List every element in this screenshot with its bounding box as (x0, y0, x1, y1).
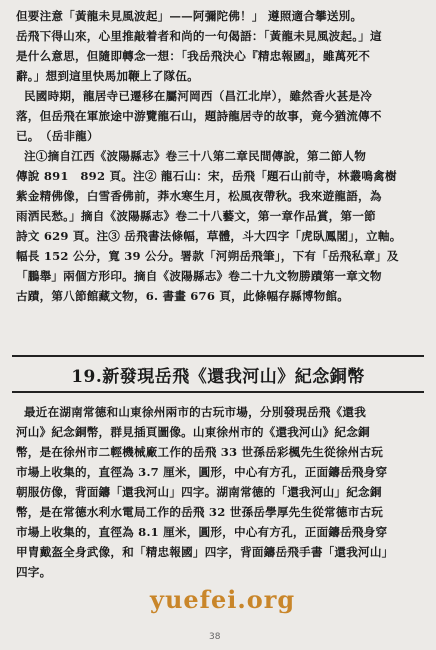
text-line: 河山》紀念銅幣，群見插頁圖像。山東徐州市的《還我河山》紀念銅 (16, 425, 370, 439)
text-line: 最近在湖南常德和山東徐州兩市的古玩市場，分別發現岳飛《還我 (24, 405, 367, 419)
text-line: 古蹟，第八節館藏文物，6. 書畫 676 頁，此條幅存縣博物館。 (16, 289, 350, 303)
watermark-text: yuefei.org (150, 585, 296, 614)
upper-text-block (16, 6, 420, 306)
text-line: 市場上收集的，直徑為 3.7 厘米，圓形，中心有方孔，正面鑄岳飛身穿 (16, 465, 388, 479)
text-line: 朝服仿像，背面鑄「還我河山」四字。湖南常德的「還我河山」紀念銅 (16, 485, 382, 499)
text-line: 市場上收集的，直徑為 8.1 厘米，圓形，中心有方孔，正面鑄岳飛身穿 (16, 525, 388, 539)
text-line: 落，但岳飛在軍旅途中游覽龍石山，題詩龍居寺的故事，竟今猶流傳不 (16, 109, 382, 123)
text-line: 詩文 629 頁。注③ 岳飛書法條幅，草體，斗大四字「虎臥鳳閣」，立軸。 (16, 229, 402, 243)
section-heading-text: 19.新發現岳飛《還我河山》紀念銅幣 (71, 366, 365, 387)
text-line: 四字。 (16, 565, 52, 579)
text-line: 辭。」想到這里快馬加鞭上了隊伍。 (16, 69, 199, 83)
text-line: 紫金精佛像，白雪香佛前，莽水寒生月，松風夜帶秋。我來遊龍語，為 (16, 189, 382, 203)
text-line: 民國時期，龍居寺已遷移在屬河岡西（昌江北岸），雖然香火甚是冷 (24, 89, 373, 103)
text-line: 傳說 891 892 頁。注② 龍石山：宋，岳飛「題石山前寺，林叢鳴禽樹 (16, 169, 397, 183)
section-heading (12, 355, 424, 393)
lower-text-block (16, 402, 420, 582)
text-line: 是什么意思，但隨即轉念一想：「我岳飛決心『精忠報國』，雖萬死不 (16, 49, 371, 63)
text-line: 岳飛下得山來，心里推敲着者和尚的一句偈語：「黃龍未見風波起。」這 (16, 29, 382, 43)
text-line: 幅長 152 公分，寬 39 公分。署款「河朔岳飛筆」，下有「岳飛私章」及 (16, 249, 399, 263)
text-line: 「鵬舉」兩個方形印。摘自《波陽縣志》卷二十九文物勝蹟第一章文物 (16, 269, 382, 283)
text-line: 甲胄戴盔全身武像，和「精忠報國」四字，背面鑄岳飛手書「還我河山」 (16, 545, 394, 559)
text-line: 注①摘自江西《波陽縣志》卷三十八第二章民間傳說，第二節人物 (24, 149, 367, 163)
page-number: 38 (209, 632, 221, 642)
text-line: 幣，是在常德水利水電局工作的岳飛 32 世孫岳學厚先生從常德市古玩 (16, 505, 384, 519)
text-line: 已。 （岳非龍） (16, 129, 99, 143)
text-line: 但要注意「黃龍未見風波起」——阿彌陀佛！」 遵照適合攀送別。 (16, 9, 363, 23)
text-line: 雨洒民愁。」摘自《波陽縣志》卷二十八藝文，第一章作品賞，第一節 (16, 209, 376, 223)
text-line: 幣，是在徐州市二輕機械廠工作的岳飛 33 世孫岳彩楓先生從徐州古玩 (16, 445, 384, 459)
